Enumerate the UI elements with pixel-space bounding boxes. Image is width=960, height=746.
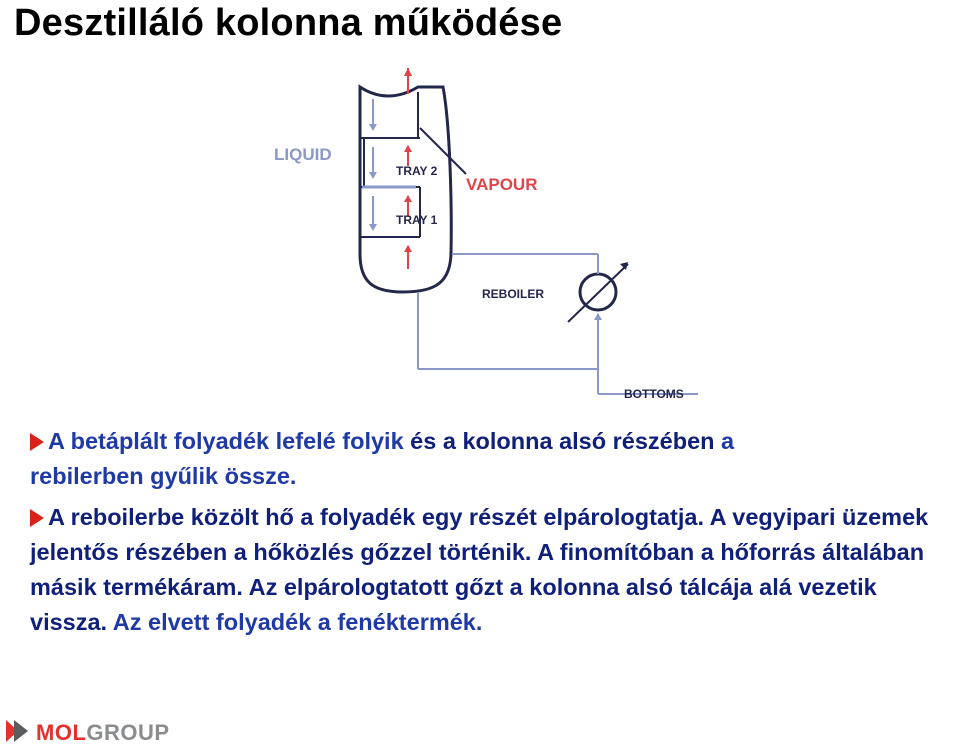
bullet-list <box>30 424 960 646</box>
liquid-label: LIQUID <box>274 145 332 164</box>
bullet-2: A reboilerbe közölt hő a folyadék egy részét elpárologtatja. A vegyipari üzemek jelentős részében a hőközlés gőzzel történik. A finomítóban a hőforrás általában másik termékáram. Az elpárologtatott gőzt a kolonna alsó tálcája alá vezetik vissza. Az elvett folyadék a fenéktermék. <box>30 504 929 635</box>
vapour-label: VAPOUR <box>466 175 538 194</box>
bottoms-label: BOTTOMS <box>624 387 684 401</box>
reboiler-label: REBOILER <box>482 287 545 301</box>
footer-brand: MOLGROUP <box>36 720 170 745</box>
bullet-arrow-icon <box>30 433 44 451</box>
mol-logo-icon <box>6 720 32 742</box>
page-title: Desztilláló kolonna működése <box>14 2 563 44</box>
bullet-arrow-icon <box>30 509 44 527</box>
tray-2-label: TRAY 2 <box>396 164 438 178</box>
distillation-column-diagram <box>268 64 718 409</box>
tray-1-label: TRAY 1 <box>396 213 438 227</box>
bullet-1: A betáplált folyadék lefelé folyik és a kolonna alsó részében a rebilerben gyűlik össze. <box>30 428 735 489</box>
